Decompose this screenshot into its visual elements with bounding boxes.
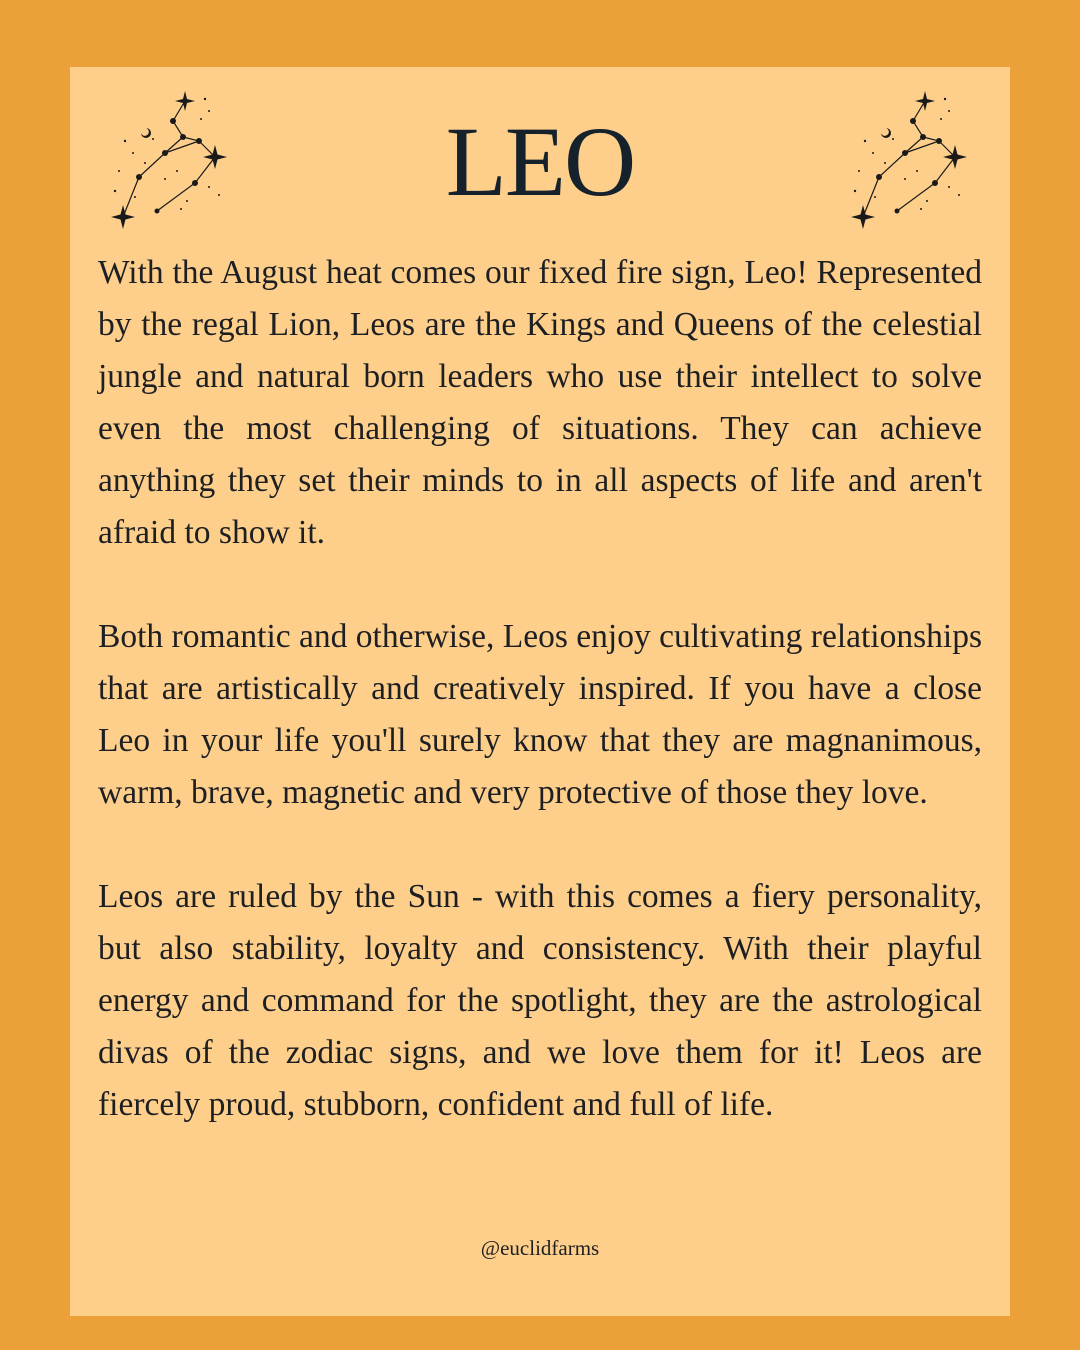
info-card (70, 67, 1010, 1316)
social-handle: @euclidfarms (480, 1236, 600, 1260)
page-title: LEO (445, 106, 635, 217)
leo-constellation-icon (845, 79, 975, 229)
paragraph-ruled-by-sun: Leos are ruled by the Sun - with this comes a fiery personality, but also stability, loyalty and consistency. With their playful energy and command for the spotlight, they are the astrological divas of the zodiac signs, and we love them for it! Leos are fiercely proud, stubborn, confident and full of life. (98, 878, 982, 1123)
paragraph-intro: With the August heat comes our fixed fire sign, Leo! Represented by the regal Lion, Leos are the Kings and Queens of the celestial jungle and natural born leaders who use their intellect to solve even the most challenging of situations. They can achieve anything they set their minds to in all aspects of life and aren't afraid to show it. (98, 254, 982, 551)
paragraph-relationships: Both romantic and otherwise, Leos enjoy cultivating relationships that are artistically and creatively inspired. If you have a close Leo in your life you'll surely know that they are magnanimous, warm, brave, magnetic and very protective of those they love. (98, 618, 982, 811)
body-text (98, 247, 982, 1183)
